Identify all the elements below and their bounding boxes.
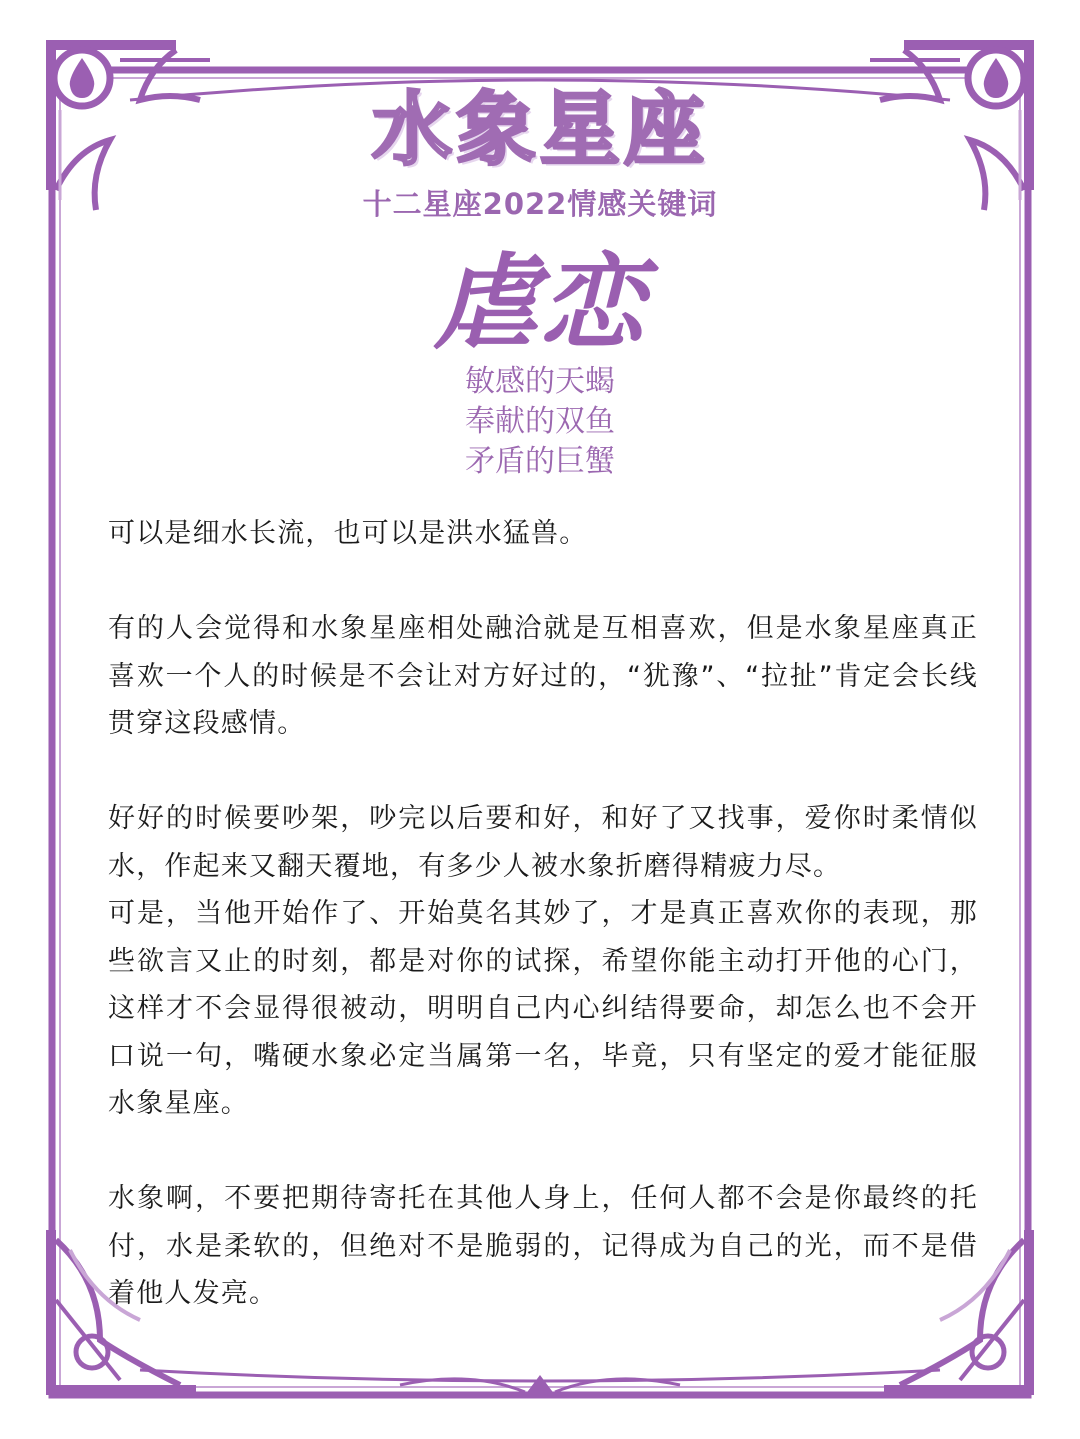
sign-item-cancer: 矛盾的巨蟹: [465, 444, 615, 479]
signs-list: [0, 362, 1080, 482]
paragraph-4: 可是，当他开始作了、开始莫名其妙了，才是真正喜欢你的表现，那些欲言又止的时刻，都是对你的试探，希望你能主动打开他的心门，这样才不会显得很被动，明明自己内心纠结得要命，却怎么也不会开口说一句，嘴硬水象必定当属第一名，毕竟，只有坚定的爱才能征服水象星座。: [108, 898, 978, 1119]
sign-item-scorpio: 敏感的天蝎: [465, 364, 615, 399]
keyword-heading: 虐恋: [433, 242, 646, 364]
paragraph-5: 水象啊，不要把期待寄托在其他人身上，任何人都不会是你最终的托付，水是柔软的，但绝对不是脆弱的，记得成为自己的光，而不是借着他人发亮。: [108, 1183, 978, 1309]
subtitle: 十二星座2022情感关键词: [362, 187, 718, 221]
page-title: 水象星座: [372, 83, 708, 176]
paragraph-3: 好好的时候要吵架，吵完以后要和好，和好了又找事，爱你时柔情似水，作起来又翻天覆地，有多少人被水象折磨得精疲力尽。: [108, 803, 978, 882]
paragraph-1: 可以是细水长流，也可以是洪水猛兽。: [108, 518, 588, 549]
sign-item-pisces: 奉献的双鱼: [465, 404, 615, 439]
article-body: [108, 510, 978, 1318]
paragraph-2: 有的人会觉得和水象星座相处融洽就是互相喜欢，但是水象星座真正喜欢一个人的时候是不会让对方好过的，“犹豫”、“拉扯”肯定会长线贯穿这段感情。: [108, 613, 978, 739]
